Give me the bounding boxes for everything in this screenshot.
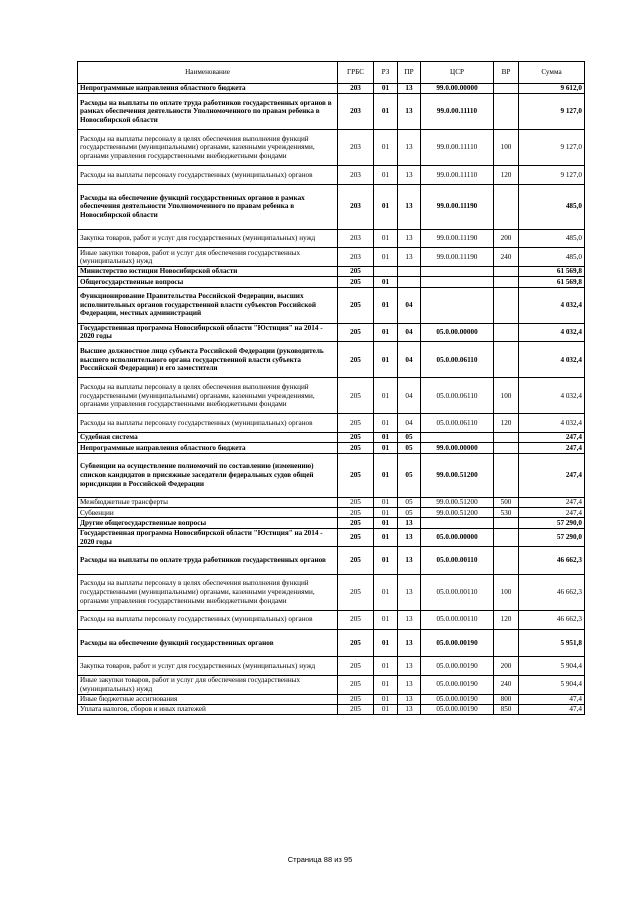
row-pr: 13: [398, 610, 421, 629]
row-vr: [494, 629, 519, 656]
row-grbs: 205: [338, 287, 374, 323]
row-sum: 9 127,0: [519, 166, 585, 185]
row-name: Закупка товаров, работ и услуг для государственных (муниципальных) нужд: [78, 229, 338, 248]
row-pr: 05: [398, 433, 421, 443]
table-row: [78, 574, 585, 610]
header-grbs: ГРБС: [338, 62, 374, 84]
row-csr: 99.0.00.11110: [421, 130, 494, 166]
row-pr: 13: [398, 574, 421, 610]
row-sum: 9 127,0: [519, 130, 585, 166]
header-rz: РЗ: [374, 62, 398, 84]
row-rz: 01: [374, 248, 398, 267]
row-pr: 05: [398, 443, 421, 453]
row-name: Расходы на выплаты персоналу государственных (муниципальных) органов: [78, 166, 338, 185]
row-pr: 04: [398, 342, 421, 378]
header-row: [78, 62, 585, 84]
row-sum: 4 032,4: [519, 323, 585, 342]
row-grbs: 203: [338, 130, 374, 166]
row-vr: 100: [494, 378, 519, 414]
table-row: [78, 453, 585, 498]
row-sum: 4 032,4: [519, 414, 585, 433]
table-row: [78, 498, 585, 508]
row-rz: 01: [374, 574, 398, 610]
header-vr: ВР: [494, 62, 519, 84]
table-row: [78, 414, 585, 433]
budget-table: [77, 61, 585, 715]
table-row: [78, 130, 585, 166]
row-pr: 13: [398, 518, 421, 528]
row-grbs: 203: [338, 248, 374, 267]
row-name: Расходы на обеспечение функций государственных органов в рамках обеспечения деятельности Уполномоченного по правам ребенка в Новосибирской области: [78, 184, 338, 229]
row-sum: 57 290,0: [519, 518, 585, 528]
row-vr: [494, 277, 519, 287]
row-sum: 61 569,8: [519, 267, 585, 277]
row-csr: 99.0.00.00000: [421, 84, 494, 94]
row-pr: 13: [398, 528, 421, 547]
row-vr: 100: [494, 574, 519, 610]
row-name: Расходы на обеспечение функций государственных органов: [78, 629, 338, 656]
header-csr: ЦСР: [421, 62, 494, 84]
row-grbs: 205: [338, 704, 374, 714]
row-name: Иные закупки товаров, работ и услуг для обеспечения государственных (муниципальных) нужд: [78, 248, 338, 267]
row-csr: 05.0.00.00190: [421, 694, 494, 704]
row-sum: 5 904,4: [519, 657, 585, 676]
row-grbs: 205: [338, 342, 374, 378]
table-row: [78, 508, 585, 518]
row-pr: 13: [398, 248, 421, 267]
table-row: [78, 518, 585, 528]
row-sum: 247,4: [519, 508, 585, 518]
row-csr: 05.0.00.00190: [421, 675, 494, 694]
row-vr: [494, 547, 519, 574]
row-vr: 200: [494, 657, 519, 676]
row-csr: 05.0.00.00190: [421, 704, 494, 714]
table-row: [78, 704, 585, 714]
row-pr: 13: [398, 130, 421, 166]
row-sum: 46 662,3: [519, 610, 585, 629]
row-name: Иные закупки товаров, работ и услуг для обеспечения государственных (муниципальных) нужд: [78, 675, 338, 694]
row-csr: [421, 287, 494, 323]
row-sum: 47,4: [519, 704, 585, 714]
row-grbs: 205: [338, 323, 374, 342]
row-name: Закупка товаров, работ и услуг для государственных (муниципальных) нужд: [78, 657, 338, 676]
row-rz: 01: [374, 323, 398, 342]
row-name: Расходы на выплаты персоналу в целях обеспечения выполнения функций государственными (муниципальными) органами, казенными учреждениями, органами управления государственными внебюджетными фондами: [78, 130, 338, 166]
row-sum: 47,4: [519, 694, 585, 704]
row-grbs: 205: [338, 629, 374, 656]
row-rz: 01: [374, 443, 398, 453]
row-pr: 13: [398, 704, 421, 714]
row-vr: [494, 433, 519, 443]
table-body: [78, 84, 585, 715]
row-rz: 01: [374, 84, 398, 94]
row-sum: 485,0: [519, 248, 585, 267]
row-csr: 05.0.00.06110: [421, 378, 494, 414]
row-rz: 01: [374, 498, 398, 508]
row-rz: 01: [374, 433, 398, 443]
row-sum: 9 127,0: [519, 94, 585, 130]
row-pr: 13: [398, 229, 421, 248]
row-vr: [494, 323, 519, 342]
row-rz: [374, 267, 398, 277]
row-pr: 04: [398, 378, 421, 414]
header-name: Наименование: [78, 62, 338, 84]
table-row: [78, 657, 585, 676]
row-vr: 120: [494, 166, 519, 185]
row-pr: 13: [398, 184, 421, 229]
row-name: Высшее должностное лицо субъекта Российской Федерации (руководитель высшего исполнительного органа государственной власти субъекта Российской Федерации) и его заместители: [78, 342, 338, 378]
row-grbs: 205: [338, 508, 374, 518]
row-pr: 13: [398, 657, 421, 676]
row-vr: 500: [494, 498, 519, 508]
row-sum: 247,4: [519, 433, 585, 443]
row-sum: 247,4: [519, 443, 585, 453]
row-name: Другие общегосударственные вопросы: [78, 518, 338, 528]
row-csr: [421, 518, 494, 528]
row-sum: 46 662,3: [519, 574, 585, 610]
row-name: Судебная система: [78, 433, 338, 443]
row-sum: 247,4: [519, 498, 585, 508]
row-csr: 05.0.00.00190: [421, 629, 494, 656]
row-rz: 01: [374, 629, 398, 656]
row-name: Межбюджетные трансферты: [78, 498, 338, 508]
table-row: [78, 184, 585, 229]
table-row: [78, 277, 585, 287]
row-sum: 57 290,0: [519, 528, 585, 547]
row-csr: [421, 433, 494, 443]
row-csr: 99.0.00.51200: [421, 453, 494, 498]
row-grbs: 205: [338, 378, 374, 414]
table-row: [78, 378, 585, 414]
row-name: Расходы на выплаты по оплате труда работников государственных органов в рамках обеспечения деятельности Уполномоченного по правам ребенка в Новосибирской области: [78, 94, 338, 130]
row-name: Функционирование Правительства Российской Федерации, высших исполнительных органов государственной власти субъектов Российской Федерации, местных администраций: [78, 287, 338, 323]
row-pr: 13: [398, 166, 421, 185]
row-grbs: 203: [338, 94, 374, 130]
row-csr: 05.0.00.06110: [421, 414, 494, 433]
table-row: [78, 342, 585, 378]
table-row: [78, 433, 585, 443]
row-sum: 4 032,4: [519, 287, 585, 323]
row-name: Расходы на выплаты по оплате труда работников государственных органов: [78, 547, 338, 574]
row-pr: [398, 277, 421, 287]
row-vr: [494, 518, 519, 528]
row-grbs: 203: [338, 84, 374, 94]
row-vr: 800: [494, 694, 519, 704]
row-grbs: 205: [338, 498, 374, 508]
row-vr: 120: [494, 414, 519, 433]
row-name: Государственная программа Новосибирской области "Юстиция" на 2014 - 2020 годы: [78, 528, 338, 547]
table-row: [78, 84, 585, 94]
row-csr: 05.0.00.00000: [421, 323, 494, 342]
table-row: [78, 248, 585, 267]
row-grbs: 205: [338, 657, 374, 676]
table-row: [78, 547, 585, 574]
table-row: [78, 443, 585, 453]
row-pr: [398, 267, 421, 277]
row-grbs: 205: [338, 433, 374, 443]
row-rz: 01: [374, 342, 398, 378]
row-pr: 04: [398, 414, 421, 433]
row-grbs: 203: [338, 229, 374, 248]
row-name: Непрограммные направления областного бюджета: [78, 84, 338, 94]
row-grbs: 205: [338, 574, 374, 610]
page-number: Страница 88 из 95: [287, 855, 353, 864]
row-grbs: 205: [338, 610, 374, 629]
row-csr: [421, 277, 494, 287]
row-sum: 9 612,0: [519, 84, 585, 94]
table-row: [78, 610, 585, 629]
row-rz: 01: [374, 166, 398, 185]
row-vr: 100: [494, 130, 519, 166]
row-csr: 99.0.00.11190: [421, 248, 494, 267]
row-name: Иные бюджетные ассигнования: [78, 694, 338, 704]
row-sum: 4 032,4: [519, 378, 585, 414]
table-row: [78, 166, 585, 185]
row-vr: [494, 94, 519, 130]
row-vr: [494, 453, 519, 498]
row-vr: [494, 267, 519, 277]
row-rz: 01: [374, 610, 398, 629]
row-rz: 01: [374, 378, 398, 414]
row-pr: 05: [398, 508, 421, 518]
row-grbs: 205: [338, 453, 374, 498]
row-grbs: 205: [338, 547, 374, 574]
row-rz: 01: [374, 453, 398, 498]
row-pr: 13: [398, 694, 421, 704]
row-name: Уплата налогов, сборов и иных платежей: [78, 704, 338, 714]
row-csr: 99.0.00.00000: [421, 443, 494, 453]
row-csr: 05.0.00.00110: [421, 547, 494, 574]
row-vr: 120: [494, 610, 519, 629]
row-vr: [494, 184, 519, 229]
row-grbs: 203: [338, 166, 374, 185]
row-sum: 46 662,3: [519, 547, 585, 574]
row-pr: 13: [398, 94, 421, 130]
row-rz: 01: [374, 518, 398, 528]
row-grbs: 205: [338, 267, 374, 277]
row-name: Расходы на выплаты персоналу государственных (муниципальных) органов: [78, 414, 338, 433]
row-rz: 01: [374, 414, 398, 433]
row-grbs: 205: [338, 675, 374, 694]
row-pr: 04: [398, 287, 421, 323]
row-csr: 99.0.00.11110: [421, 94, 494, 130]
row-vr: [494, 84, 519, 94]
row-rz: 01: [374, 528, 398, 547]
row-rz: 01: [374, 287, 398, 323]
row-rz: 01: [374, 184, 398, 229]
row-pr: 13: [398, 84, 421, 94]
row-csr: 05.0.00.06110: [421, 342, 494, 378]
row-name: Субвенции на осуществление полномочий по составлению (изменению) списков кандидатов в присяжные заседатели федеральных судов общей юрисдикции в Российской Федерации: [78, 453, 338, 498]
row-vr: [494, 287, 519, 323]
row-rz: 01: [374, 229, 398, 248]
row-csr: 05.0.00.00190: [421, 657, 494, 676]
row-pr: 05: [398, 498, 421, 508]
row-sum: 4 032,4: [519, 342, 585, 378]
row-vr: 240: [494, 248, 519, 267]
row-csr: 99.0.00.51200: [421, 508, 494, 518]
row-rz: 01: [374, 508, 398, 518]
row-name: Расходы на выплаты персоналу государственных (муниципальных) органов: [78, 610, 338, 629]
row-vr: [494, 443, 519, 453]
row-sum: 247,4: [519, 453, 585, 498]
row-rz: 01: [374, 694, 398, 704]
row-grbs: 205: [338, 277, 374, 287]
row-rz: 01: [374, 675, 398, 694]
row-csr: 05.0.00.00000: [421, 528, 494, 547]
row-name: Расходы на выплаты персоналу в целях обеспечения выполнения функций государственными (муниципальными) органами, казенными учреждениями, органами управления государственными внебюджетными фондами: [78, 378, 338, 414]
header-pr: ПР: [398, 62, 421, 84]
row-csr: 99.0.00.11110: [421, 166, 494, 185]
row-vr: 850: [494, 704, 519, 714]
row-grbs: 205: [338, 694, 374, 704]
row-grbs: 205: [338, 414, 374, 433]
row-rz: 01: [374, 94, 398, 130]
table-row: [78, 229, 585, 248]
row-sum: 61 569,8: [519, 277, 585, 287]
row-sum: 5 904,4: [519, 675, 585, 694]
row-grbs: 203: [338, 184, 374, 229]
row-csr: 05.0.00.00110: [421, 610, 494, 629]
row-sum: 5 951,8: [519, 629, 585, 656]
row-name: Непрограммные направления областного бюджета: [78, 443, 338, 453]
table-row: [78, 694, 585, 704]
row-grbs: 205: [338, 528, 374, 547]
row-pr: 13: [398, 629, 421, 656]
row-pr: 13: [398, 547, 421, 574]
table-row: [78, 629, 585, 656]
row-csr: 99.0.00.51200: [421, 498, 494, 508]
row-name: Субвенции: [78, 508, 338, 518]
row-grbs: 205: [338, 518, 374, 528]
row-sum: 485,0: [519, 229, 585, 248]
row-rz: 01: [374, 657, 398, 676]
row-grbs: 205: [338, 443, 374, 453]
row-vr: 200: [494, 229, 519, 248]
row-vr: [494, 528, 519, 547]
row-name: Министерство юстиции Новосибирской области: [78, 267, 338, 277]
table-row: [78, 94, 585, 130]
header-sum: Сумма: [519, 62, 585, 84]
row-csr: 05.0.00.00110: [421, 574, 494, 610]
row-pr: 13: [398, 675, 421, 694]
row-vr: 530: [494, 508, 519, 518]
table-row: [78, 675, 585, 694]
row-pr: 05: [398, 453, 421, 498]
row-rz: 01: [374, 704, 398, 714]
row-rz: 01: [374, 130, 398, 166]
row-csr: 99.0.00.11190: [421, 184, 494, 229]
row-rz: 01: [374, 547, 398, 574]
row-csr: 99.0.00.11190: [421, 229, 494, 248]
row-name: Расходы на выплаты персоналу в целях обеспечения выполнения функций государственными (муниципальными) органами, казенными учреждениями, органами управления государственными внебюджетными фондами: [78, 574, 338, 610]
table-row: [78, 267, 585, 277]
row-name: Государственная программа Новосибирской области "Юстиция" на 2014 - 2020 годы: [78, 323, 338, 342]
row-rz: 01: [374, 277, 398, 287]
row-name: Общегосударственные вопросы: [78, 277, 338, 287]
row-vr: [494, 342, 519, 378]
row-csr: [421, 267, 494, 277]
row-pr: 04: [398, 323, 421, 342]
table-row: [78, 528, 585, 547]
table-row: [78, 287, 585, 323]
row-sum: 485,0: [519, 184, 585, 229]
table-row: [78, 323, 585, 342]
row-vr: 240: [494, 675, 519, 694]
